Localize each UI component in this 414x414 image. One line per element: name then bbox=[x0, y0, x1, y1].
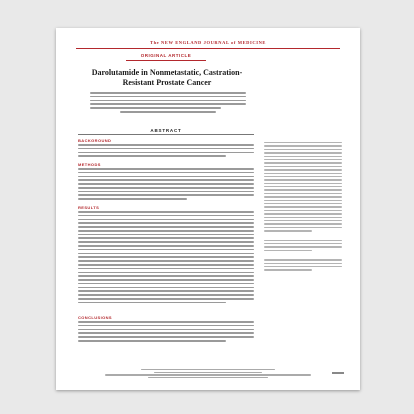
article-type-rule bbox=[126, 60, 206, 61]
section-body-conclusions bbox=[78, 321, 254, 344]
affiliations-sidebar bbox=[264, 142, 342, 273]
section-body-results bbox=[78, 211, 254, 306]
section-body-background bbox=[78, 144, 254, 159]
masthead-rule bbox=[76, 48, 340, 49]
section-heading-methods: METHODS bbox=[78, 162, 101, 167]
abstract-rule bbox=[78, 134, 254, 135]
page-number bbox=[332, 372, 344, 374]
section-body-methods bbox=[78, 168, 254, 202]
author-line bbox=[90, 103, 246, 105]
section-heading-background: BACKGROUND bbox=[78, 138, 112, 143]
journal-masthead: The NEW ENGLAND JOURNAL of MEDICINE bbox=[149, 40, 267, 45]
author-line bbox=[90, 107, 221, 109]
abstract-label: ABSTRACT bbox=[150, 128, 182, 133]
author-line bbox=[90, 96, 246, 98]
article-title: Darolutamide in Nonmetastatic, Castration-Resistant Prostate Cancer bbox=[91, 68, 243, 87]
author-line bbox=[90, 100, 246, 102]
article-page bbox=[56, 28, 360, 390]
author-line bbox=[120, 111, 217, 113]
page-footer bbox=[96, 369, 320, 380]
article-type-label: ORIGINAL ARTICLE bbox=[140, 53, 192, 58]
section-heading-results: RESULTS bbox=[78, 205, 100, 210]
author-line bbox=[90, 92, 246, 94]
section-heading-conclusions: CONCLUSIONS bbox=[78, 315, 112, 320]
author-list bbox=[90, 92, 246, 115]
